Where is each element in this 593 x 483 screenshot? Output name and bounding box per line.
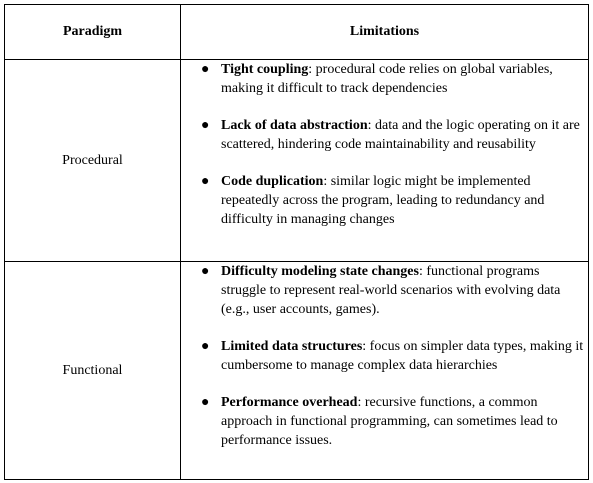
limitations-list: [181, 60, 588, 229]
limitation-term: Lack of data abstraction: [221, 118, 368, 133]
list-item: [181, 262, 588, 319]
limitation-term: Tight coupling: [221, 62, 309, 77]
list-item: [181, 116, 588, 154]
table-header-row: [5, 5, 589, 60]
header-limitations: Limitations: [181, 5, 589, 60]
limitation-description: : focus on simpler data types, making it cumbersome to manage complex data hierarchies: [221, 339, 584, 373]
paradigm-limitations-table: [4, 4, 589, 480]
limitation-description: : functional programs struggle to represent real-world scenarios with evolving data (e.g., user accounts, games).: [221, 264, 561, 317]
limitation-term: Performance overhead: [221, 395, 358, 410]
limitation-term: Difficulty modeling state changes: [221, 264, 419, 279]
limitations-cell: [181, 262, 589, 480]
bullet-icon: ●: [201, 118, 210, 133]
bullet-icon: ●: [201, 174, 210, 189]
limitations-cell: [181, 60, 589, 262]
list-item: [181, 337, 588, 375]
limitation-description: : procedural code relies on global variables, making it difficult to track dependencies: [221, 62, 553, 96]
list-item: [181, 393, 588, 450]
limitation-term: Code duplication: [221, 174, 324, 189]
limitations-list: [181, 262, 588, 450]
table-row-procedural: [5, 60, 589, 262]
paradigm-cell: Procedural: [5, 60, 181, 262]
limitation-description: : data and the logic operating on it are scattered, hindering code maintainability and reusability: [221, 118, 580, 152]
bullet-icon: ●: [201, 264, 210, 279]
bullet-icon: ●: [201, 395, 210, 410]
header-paradigm: Paradigm: [5, 5, 181, 60]
limitation-description: : similar logic might be implemented repeatedly across the program, leading to redundancy and difficulty in managing changes: [221, 174, 545, 227]
paradigm-cell: Functional: [5, 262, 181, 480]
limitation-description: : recursive functions, a common approach in functional programming, can sometimes lead to performance issues.: [221, 395, 558, 448]
table-row-functional: [5, 262, 589, 480]
bullet-icon: ●: [201, 339, 210, 354]
bullet-icon: ●: [201, 62, 210, 77]
limitation-term: Limited data structures: [221, 339, 363, 354]
list-item: [181, 172, 588, 229]
list-item: [181, 60, 588, 98]
